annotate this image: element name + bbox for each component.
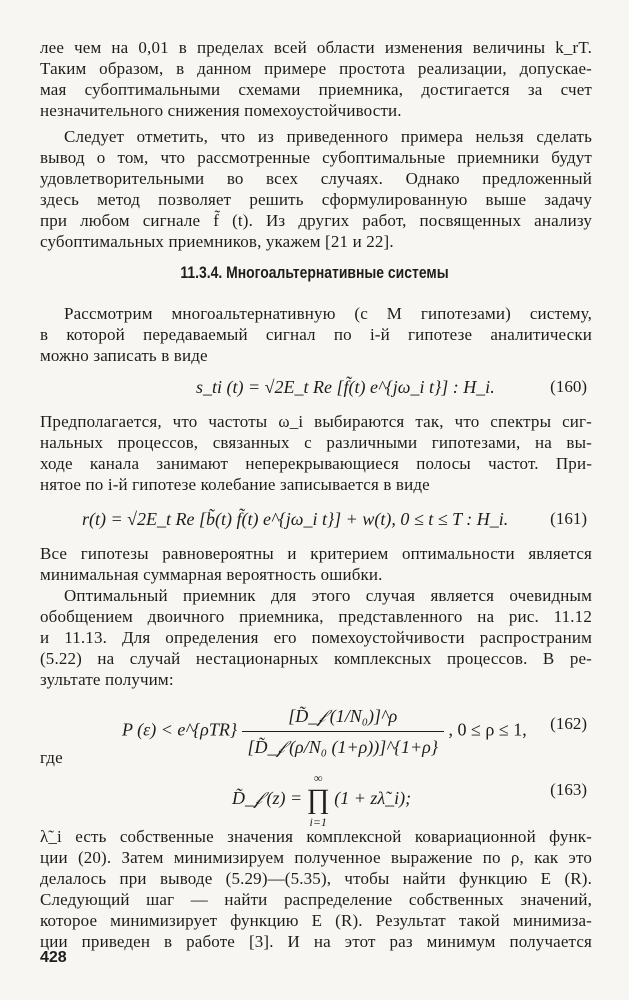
text-line: ции (20). Затем минимизируем полученное выражение по ρ, как это [40, 848, 592, 867]
text-line: здесь метод позволяет решить сформулированную выше задачу [40, 190, 592, 209]
text-line: и 11.13. Для определения его помехоустойчивости распространим [40, 628, 592, 647]
text-line: при любом сигнале f̃ (t). Из других работ, посвященных анализу [40, 211, 592, 230]
text-line: обобщением двоичного приемника, представленного на рис. 11.12 [40, 607, 592, 626]
equation-number: (163) [550, 780, 587, 799]
text-line: (5.22) на случай нестационарных комплексных процессов. В ре- [40, 649, 592, 668]
text-line: лее чем на 0,01 в пределах всей области изменения величины k_rT. [40, 38, 592, 57]
text-line: в которой передаваемый сигнал по i-й гипотезе аналитически [40, 325, 592, 344]
text-line: Все гипотезы равновероятны и критерием оптимальности является [40, 544, 592, 563]
text-line: делалось при выводе (5.29)—(5.35), чтобы найти функцию E (R). [40, 869, 592, 888]
text-line: минимальная суммарная вероятность ошибки. [40, 565, 383, 584]
equation-number: (161) [550, 509, 587, 528]
text-line: можно записать в виде [40, 346, 208, 365]
equation-160: s_ti (t) = √2E_t Re [f̃(t) e^{jω_i t}] : H_i. [196, 377, 495, 397]
text-line: Следующий шаг — найти распределение собственных значений, [40, 890, 592, 909]
text-line: ходе канала занимают неперекрывающиеся полосы частот. При- [40, 454, 592, 473]
equation-161: r(t) = √2E_t Re [b̃(t) f̃(t) e^{jω_i t}] + w(t), 0 ≤ t ≤ T : H_i. [82, 509, 509, 529]
text-line: мая субоптимальными схемами приемника, достигается за счет [40, 80, 592, 99]
text-line: нальных процессов, связанных с различными гипотезами, на вы- [40, 433, 592, 452]
equation-163 [232, 770, 411, 830]
eq162-denominator: [D̃_𝒻 (ρ/N₀ (1+ρ))]^{1+ρ} [247, 737, 439, 757]
text-line: удовлетворительными во всех случаях. Однако предложенный [40, 169, 592, 188]
equation-number: (160) [550, 377, 587, 396]
eq162-numerator: [D̃_𝒻 (1/N₀)]^ρ [242, 704, 444, 732]
text-line: где [40, 748, 63, 767]
text-line: незначительного снижения помехоустойчивости. [40, 101, 402, 120]
text-line: субоптимальных приемников, укажем [21 и 22]. [40, 232, 394, 251]
text-line: которое минимизирует функцию E (R). Результат такой минимиза- [40, 911, 592, 930]
text-line: Предполагается, что частоты ω_i выбираются так, что спектры сиг- [40, 412, 592, 431]
eq163-rhs: (1 + zλ̃_i); [334, 788, 412, 809]
section-heading: 11.3.4. Многоальтернативные системы [180, 263, 449, 282]
eq162-lhs: P (ε) < e^{ρTR} [122, 719, 238, 740]
text-line: Оптимальный приемник для этого случая является очевидным [64, 586, 592, 605]
equation-number: (162) [550, 714, 587, 733]
page-number: 428 [40, 949, 67, 966]
text-line: зультате получим: [40, 670, 174, 689]
eq162-condition: , 0 ≤ ρ ≤ 1, [448, 719, 527, 740]
product-symbol [307, 770, 330, 830]
text-line: Рассмотрим многоальтернативную (с M гипотезами) систему, [64, 304, 592, 323]
product-sign: ∏ [306, 784, 330, 815]
text-line: λ̃_i есть собственные значения комплексной ковариационной функ- [40, 827, 592, 846]
product-lower-limit: i=1 [309, 815, 327, 829]
text-line: Таким образом, в данном примере простота реализации, допускае- [40, 59, 592, 78]
text-line: ции приведен в работе [3]. И на этот раз минимум получается [40, 932, 592, 951]
text-line: нятое по i-й гипотезе колебание записывается в виде [40, 475, 430, 494]
eq163-lhs: D̃_𝒻 (z) = [232, 788, 303, 809]
text-line: Следует отметить, что из приведенного примера нельзя сделать [64, 127, 592, 146]
text-line: вывод о том, что рассмотренные субоптимальные приемники будут [40, 148, 592, 167]
product-upper-limit: ∞ [313, 771, 323, 785]
